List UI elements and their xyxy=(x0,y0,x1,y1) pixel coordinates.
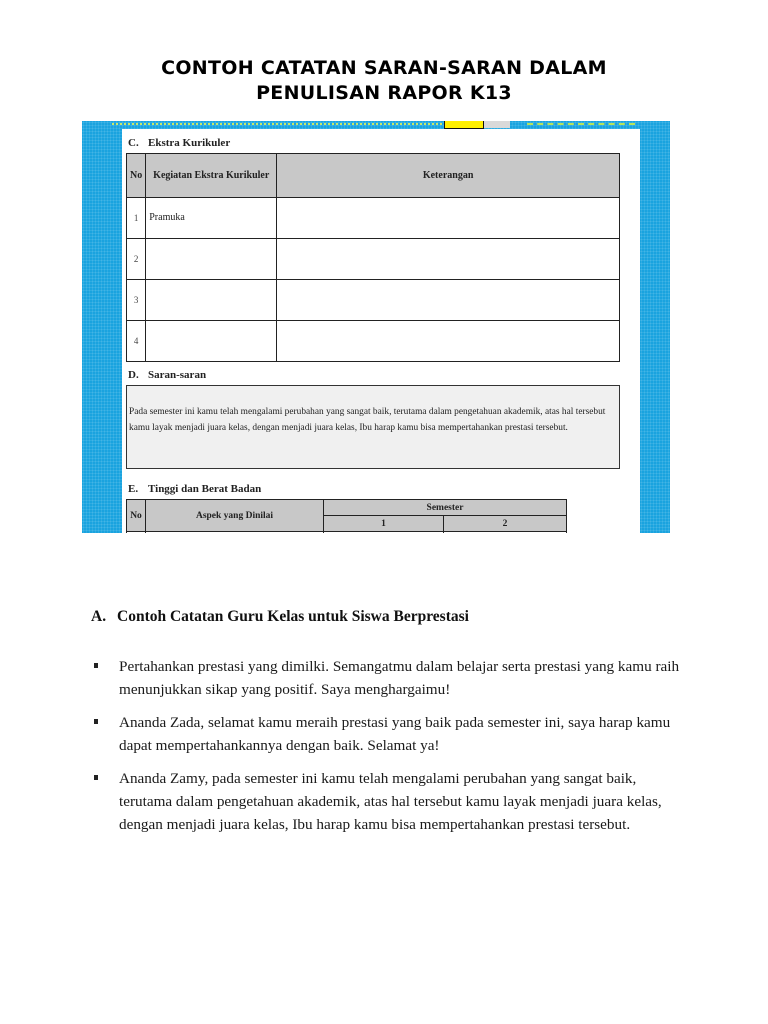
table-row xyxy=(127,321,620,362)
header-aspek: Aspek yang Dinilai xyxy=(146,500,324,532)
row-keterangan xyxy=(277,198,620,239)
row-keterangan xyxy=(277,280,620,321)
row-aspek xyxy=(146,532,324,534)
header-kegiatan: Kegiatan Ekstra Kurikuler xyxy=(146,154,277,198)
dashed-line-decoration xyxy=(527,123,635,126)
row-keterangan xyxy=(277,239,620,280)
row-sem2 xyxy=(444,532,567,534)
title-line-2: PENULISAN RAPOR K13 xyxy=(256,82,512,104)
table-header-row xyxy=(127,500,567,516)
list-item: Ananda Zada, selamat kamu meraih prestasi yang baik pada semester ini, saya harap kamu dapat mempertahankannya dengan baik. Selamat ya! xyxy=(93,711,693,757)
square-bullet-icon xyxy=(94,719,98,724)
ekstra-kurikuler-table xyxy=(126,153,620,362)
row-kegiatan xyxy=(146,239,277,280)
section-a-heading: A. Contoh Catatan Guru Kelas untuk Siswa Berprestasi xyxy=(91,608,469,625)
document-title xyxy=(0,56,768,106)
red-mark-icon xyxy=(90,121,102,125)
table-row xyxy=(127,280,620,321)
spreadsheet-toolbar-strip xyxy=(82,121,670,128)
row-no: 4 xyxy=(127,321,146,362)
header-semester-2: 2 xyxy=(444,516,567,532)
report-sheet xyxy=(122,129,640,533)
table-row xyxy=(127,198,620,239)
gray-cell xyxy=(484,121,510,128)
table-row xyxy=(127,239,620,280)
header-no: No xyxy=(127,500,146,532)
square-bullet-icon xyxy=(94,663,98,668)
table-row xyxy=(127,532,567,534)
report-card-screenshot xyxy=(82,121,670,533)
list-item: Pertahankan prestasi yang dimilki. Semangatmu dalam belajar serta prestasi yang kamu raih menunjukkan sikap yang positif. Saya menghargaimu! xyxy=(93,655,693,701)
section-c-heading: C. Ekstra Kurikuler xyxy=(128,137,231,149)
row-kegiatan xyxy=(146,321,277,362)
row-no: 2 xyxy=(127,239,146,280)
section-d-heading: D. Saran-saran xyxy=(128,369,207,381)
header-no: No xyxy=(127,154,146,198)
section-e-heading: E. Tinggi dan Berat Badan xyxy=(128,483,262,495)
header-keterangan: Keterangan xyxy=(277,154,620,198)
tinggi-berat-table xyxy=(126,499,567,533)
table-header-row xyxy=(127,154,620,198)
row-kegiatan xyxy=(146,280,277,321)
teacher-notes-list xyxy=(93,655,693,846)
square-bullet-icon xyxy=(94,775,98,780)
title-line-1: CONTOH CATATAN SARAN-SARAN DALAM xyxy=(161,57,607,79)
row-kegiatan: Pramuka xyxy=(146,198,277,239)
row-no: 1 xyxy=(127,198,146,239)
row-sem1 xyxy=(324,532,444,534)
header-semester-1: 1 xyxy=(324,516,444,532)
list-item: Ananda Zamy, pada semester ini kamu telah mengalami perubahan yang sangat baik, terutama dalam pengetahuan akademik, atas hal tersebut kamu layak menjadi juara kelas, dengan menjadi juara kelas, Ibu harap kamu bisa mempertahankan prestasi tersebut. xyxy=(93,767,693,836)
row-no: 3 xyxy=(127,280,146,321)
saran-text-box: Pada semester ini kamu telah mengalami perubahan yang sangat baik, terutama dalam pengetahuan akademik, atas hal tersebut kamu layak menjadi juara kelas, dengan menjadi juara kelas, Ibu harap kamu bisa mempertahankan prestasi tersebut. xyxy=(126,385,620,469)
header-semester: Semester xyxy=(324,500,567,516)
row-no xyxy=(127,532,146,534)
yellow-cell xyxy=(444,121,484,129)
dotted-line-decoration xyxy=(112,123,442,126)
row-keterangan xyxy=(277,321,620,362)
